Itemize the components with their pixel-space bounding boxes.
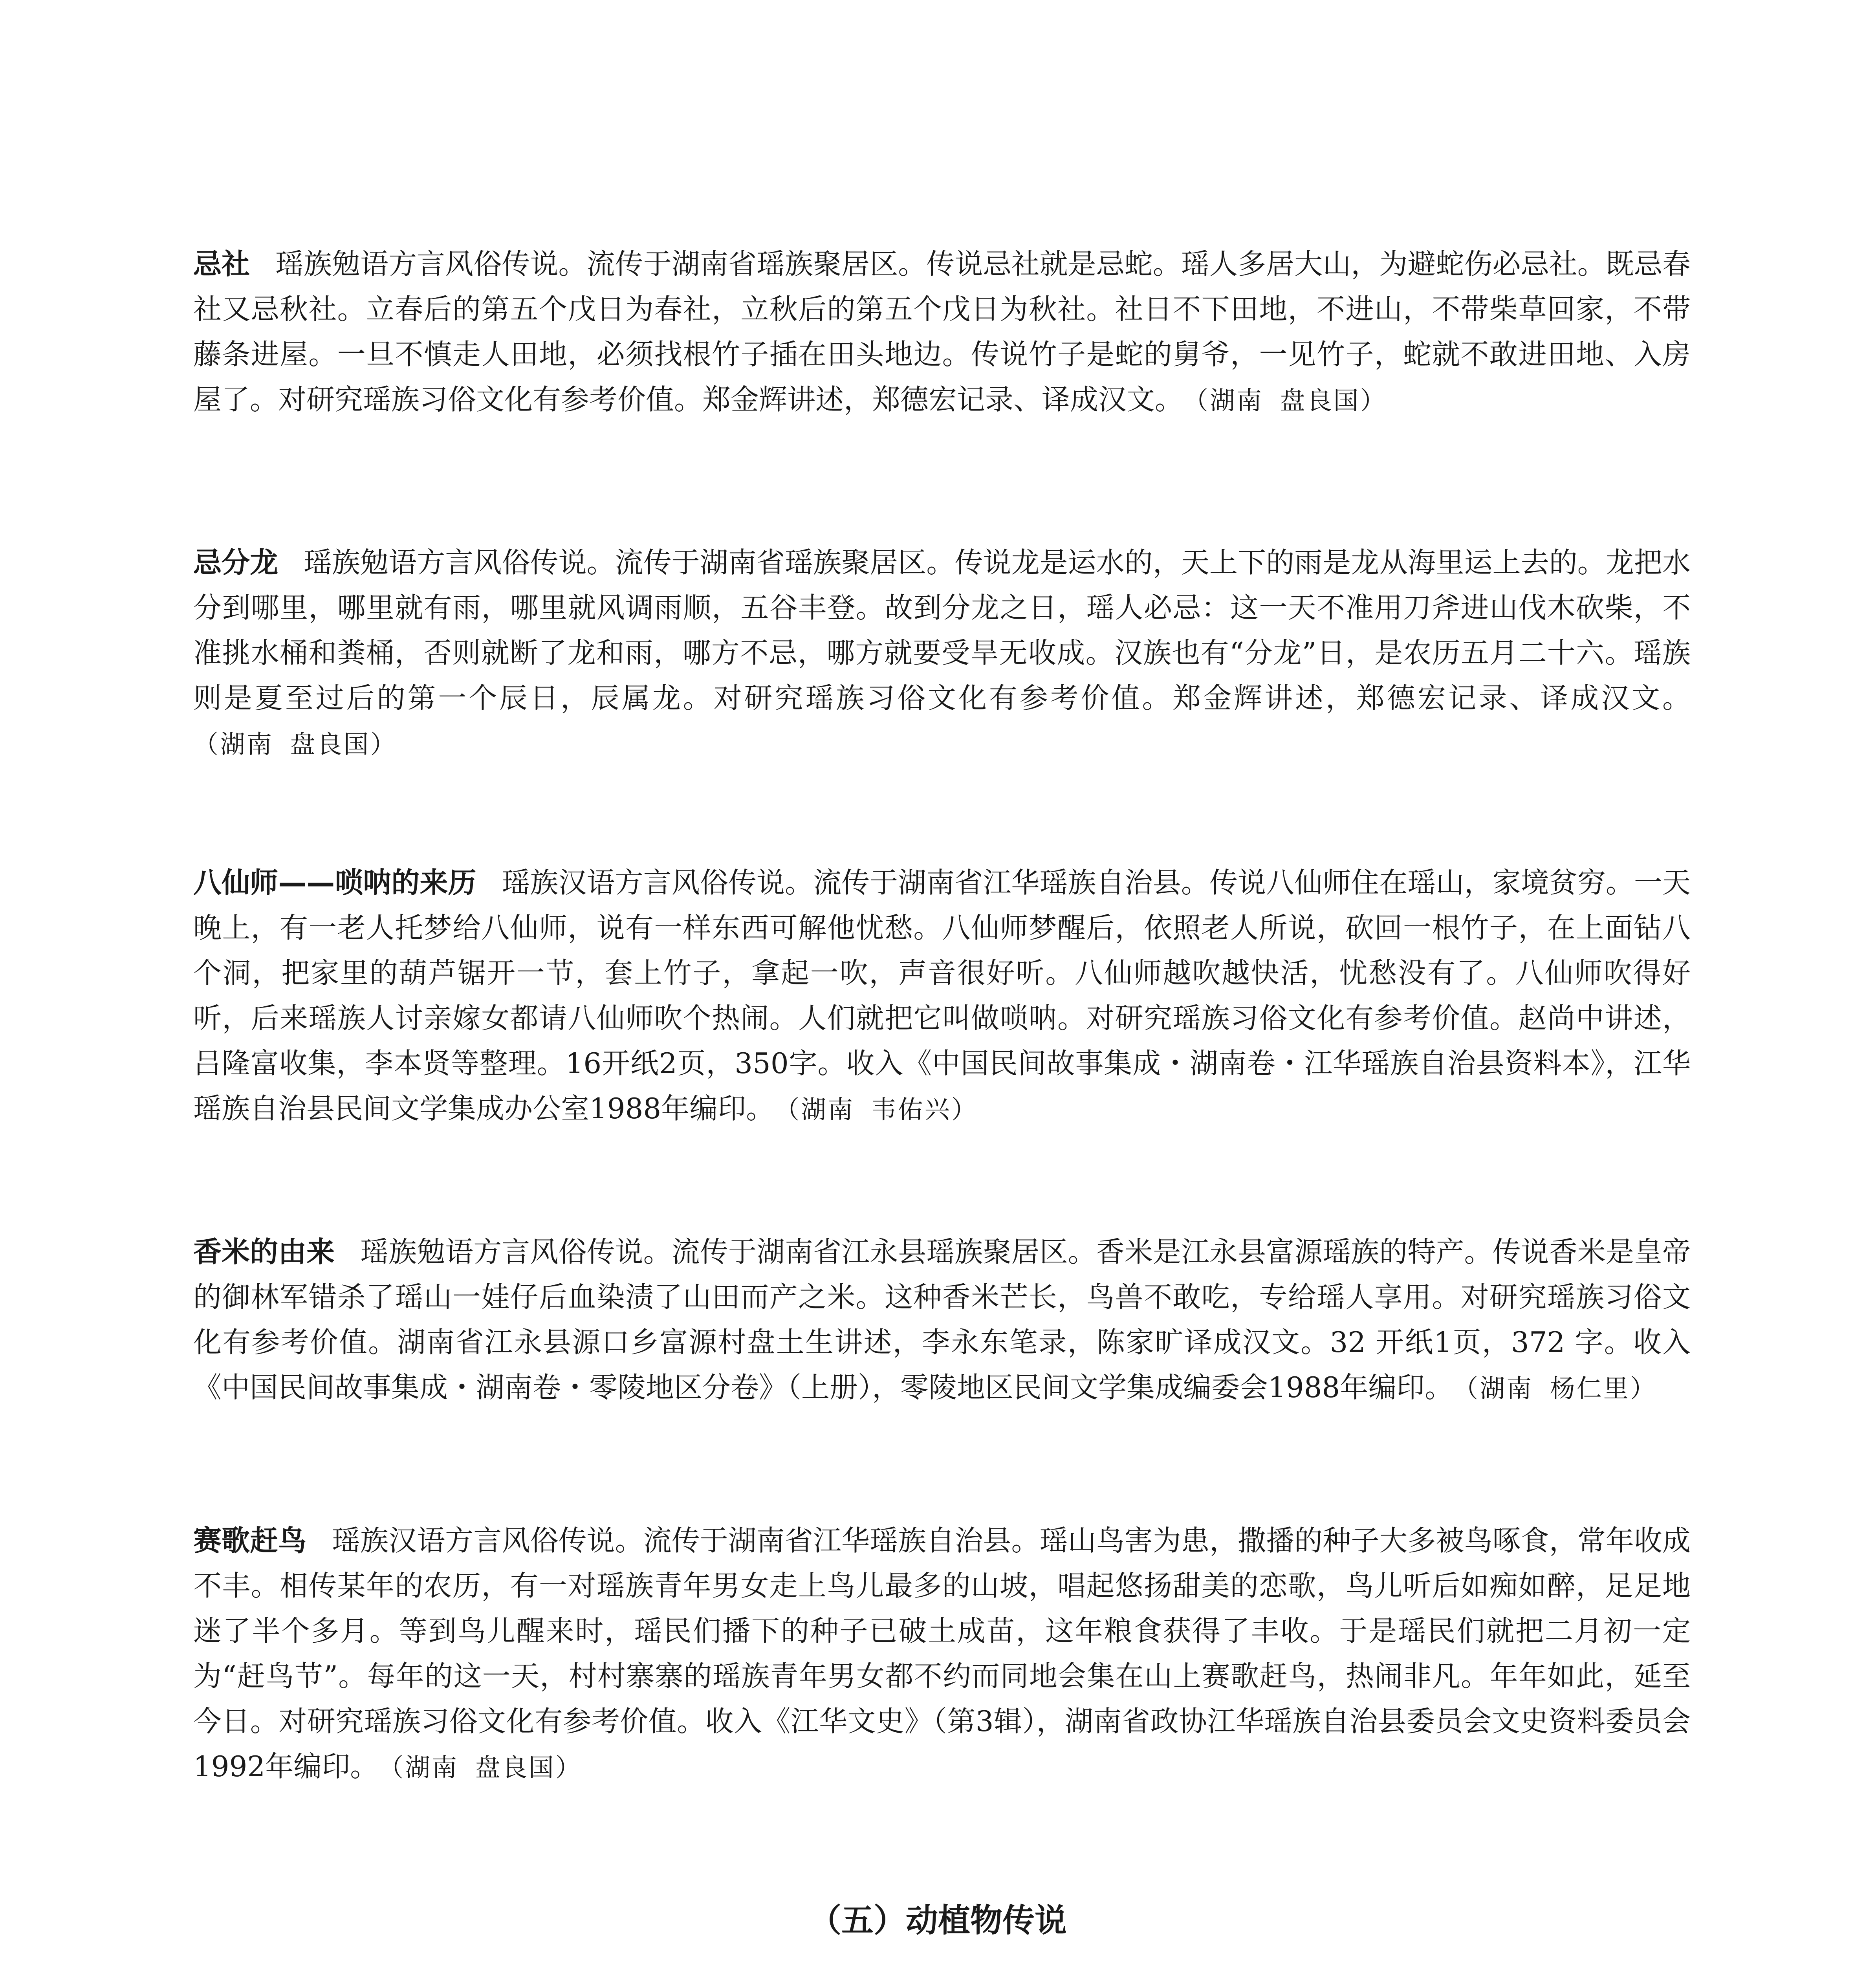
entry-credit: （湖南 盘良国）: [1196, 387, 1387, 416]
entry-sai-ge-gan-niao: [193, 1518, 1691, 1791]
entry-body: 瑶族汉语方言风俗传说。流传于湖南省江华瑶族自治县。瑶山鸟害为患，撒播的种子大多被鸟啄食，常年收成不丰。相传某年的农历，有一对瑶族青年男女走上鸟儿最多的山坡，唱起悠扬甜美的恋歌，鸟儿听后如痴如醉，足足地迷了半个多月。等到鸟儿醒来时，瑶民们播下的种子已破土成苗，这年粮食获得了丰收。于是瑶民们就把二月初一定为“赶鸟节”。每年的这一天，村村寨寨的瑶族青年男女都不约而同地会集在山上赛歌赶鸟，热闹非凡。年年如此，延至今日。对研究瑶族习俗文化有参考价值。收入《江华文史》（第3辑），湖南省政协江华瑶族自治县委员会文史资料委员会1992年编印。: [193, 1524, 1691, 1783]
entry-body: 瑶族勉语方言风俗传说。流传于湖南省瑶族聚居区。传说忌社就是忌蛇。瑶人多居大山，为避蛇伤必忌社。既忌春社又忌秋社。立春后的第五个戊日为春社，立秋后的第五个戊日为秋社。社日不下田地，不进山，不带柴草回家，不带藤条进屋。一旦不慎走人田地，必须找根竹子插在田头地边。传说竹子是蛇的舅爷，一见竹子，蛇就不敢进田地、入房屋了。对研究瑶族习俗文化有参考价值。郑金辉讲述，郑德宏记录、译成汉文。: [193, 247, 1691, 416]
entry-title: 香米的由来: [193, 1235, 335, 1268]
entry-ji-she: [193, 242, 1691, 424]
entry-ba-xian-shi: [193, 860, 1691, 1133]
entry-title: 忌社: [193, 247, 250, 280]
entry-xiang-mi: [193, 1229, 1691, 1412]
entry-body: 瑶族勉语方言风俗传说。流传于湖南省瑶族聚居区。传说龙是运水的，天上下的雨是龙从海里运上去的。龙把水分到哪里，哪里就有雨，哪里就风调雨顺，五谷丰登。故到分龙之日，瑶人必忌：这一天不准用刀斧进山伐木砍柴，不准挑水桶和粪桶，否则就断了龙和雨，哪方不忌，哪方就要受旱无收成。汉族也有“分龙”日，是农历五月二十六。瑶族则是夏至过后的第一个辰日，辰属龙。对研究瑶族习俗文化有参考价值。郑金辉讲述，郑德宏记录、译成汉文。: [193, 546, 1691, 715]
entry-ji-fen-long: [193, 540, 1691, 768]
entry-body: 瑶族勉语方言风俗传说。流传于湖南省江永县瑶族聚居区。香米是江永县富源瑶族的特产。传说香米是皇帝的御林军错杀了瑶山一娃仔后血染渍了山田而产之米。这种香米芒长，鸟兽不敢吃，专给瑶人享用。对研究瑶族习俗文化有参考价值。湖南省江永县源口乡富源村盘土生讲述，李永东笔录，陈家旷译成汉文。32 开纸1页，372 字。收入《中国民间故事集成・湖南卷・零陵地区分卷》（上册），零陵地区民间文学集成编委会1988年编印。: [193, 1235, 1691, 1404]
entry-credit: （湖南 杨仁里）: [1466, 1374, 1657, 1403]
entry-credit: （湖南 盘良国）: [391, 1753, 582, 1783]
section-heading: （五）动植物传说: [809, 1902, 1067, 1939]
entry-title: 忌分龙: [193, 546, 278, 579]
entry-title: 赛歌赶鸟: [193, 1524, 307, 1557]
entry-body: 瑶族汉语方言风俗传说。流传于湖南省江华瑶族自治县。传说八仙师住在瑶山，家境贫穷。一天晚上，有一老人托梦给八仙师，说有一样东西可解他忧愁。八仙师梦醒后，依照老人所说，砍回一根竹子，在上面钻八个洞，把家里的葫芦锯开一节，套上竹子，拿起一吹，声音很好听。八仙师越吹越快活，忧愁没有了。八仙师吹得好听，后来瑶族人讨亲嫁女都请八仙师吹个热闹。人们就把它叫做唢呐。对研究瑶族习俗文化有参考价值。赵尚中讲述，吕隆富收集，李本贤等整理。16开纸2页，350字。收入《中国民间故事集成・湖南卷・江华瑶族自治县资料本》，江华瑶族自治县民间文学集成办公室1988年编印。: [193, 866, 1691, 1125]
entry-title: 八仙师——唢呐的来历: [193, 866, 476, 899]
entry-credit: （湖南 韦佑兴）: [787, 1096, 978, 1125]
entry-credit: （湖南 盘良国）: [206, 730, 397, 759]
